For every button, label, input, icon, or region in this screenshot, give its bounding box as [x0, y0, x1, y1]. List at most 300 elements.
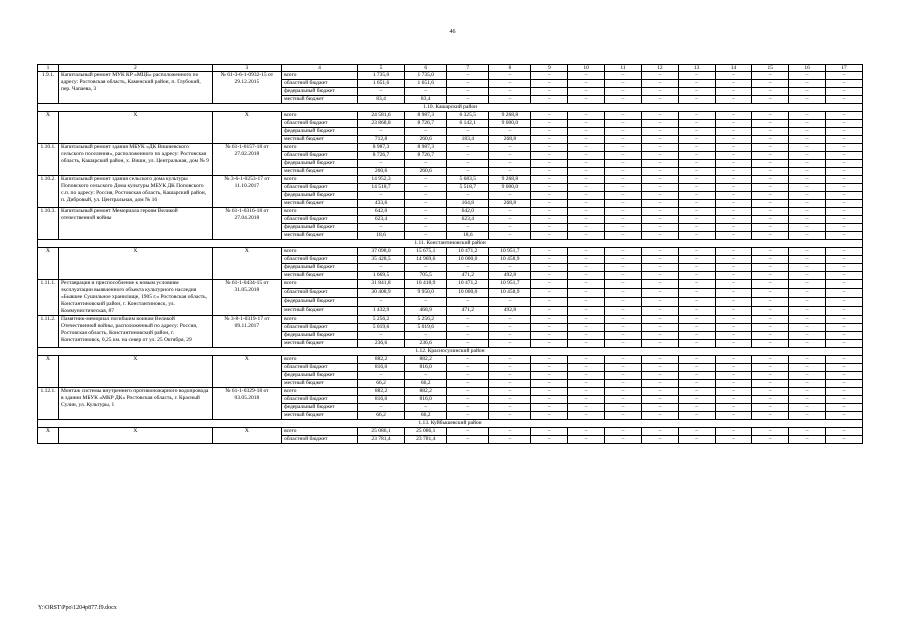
- amount-cell: –: [826, 256, 863, 264]
- amount-cell: –: [715, 128, 752, 136]
- amount-cell: –: [678, 96, 715, 104]
- amount-cell: –: [678, 316, 715, 324]
- amount-cell: –: [531, 436, 568, 444]
- amount-cell: –: [568, 88, 605, 96]
- amount-cell: –: [641, 298, 678, 307]
- amount-cell: –: [447, 192, 489, 200]
- amount-cell: –: [752, 112, 789, 120]
- column-header: 8: [489, 65, 531, 72]
- amount-cell: 15 675,1: [405, 248, 447, 256]
- amount-cell: –: [405, 176, 447, 184]
- amount-cell: –: [715, 160, 752, 168]
- amount-cell: –: [715, 280, 752, 289]
- budget-source: местный бюджет: [282, 380, 358, 388]
- amount-cell: –: [568, 192, 605, 200]
- budget-source: федеральный бюджет: [282, 192, 358, 200]
- budget-source: местный бюджет: [282, 96, 358, 104]
- amount-cell: –: [678, 200, 715, 208]
- amount-cell: –: [641, 168, 678, 176]
- amount-cell: –: [752, 120, 789, 128]
- budget-source: всего: [282, 176, 358, 184]
- amount-cell: –: [568, 248, 605, 256]
- amount-cell: –: [605, 80, 642, 88]
- amount-cell: –: [752, 412, 789, 420]
- amount-cell: –: [641, 232, 678, 240]
- amount-cell: –: [357, 160, 404, 168]
- amount-cell: –: [489, 332, 531, 340]
- amount-cell: 8 726,7: [357, 152, 404, 160]
- amount-cell: –: [568, 380, 605, 388]
- amount-cell: 5 256,2: [357, 316, 404, 324]
- section-title: 1.11. Константиновский район: [38, 240, 863, 248]
- amount-cell: –: [405, 224, 447, 232]
- amount-cell: 1 669,5: [357, 272, 404, 280]
- amount-cell: –: [715, 208, 752, 216]
- amount-cell: –: [641, 80, 678, 88]
- amount-cell: –: [605, 412, 642, 420]
- amount-cell: –: [789, 340, 826, 348]
- amount-cell: –: [489, 380, 531, 388]
- amount-cell: 882,2: [357, 356, 404, 364]
- amount-cell: 816,0: [357, 396, 404, 404]
- amount-cell: 10 471,2: [447, 248, 489, 256]
- amount-cell: –: [715, 192, 752, 200]
- budget-source: областной бюджет: [282, 436, 358, 444]
- amount-cell: –: [641, 324, 678, 332]
- amount-cell: –: [641, 289, 678, 298]
- amount-cell: –: [789, 364, 826, 372]
- amount-cell: –: [605, 428, 642, 436]
- amount-cell: –: [789, 272, 826, 280]
- amount-cell: –: [447, 372, 489, 380]
- amount-cell: –: [568, 356, 605, 364]
- amount-cell: –: [531, 324, 568, 332]
- amount-cell: –: [715, 184, 752, 192]
- amount-cell: –: [489, 316, 531, 324]
- table-row: [38, 144, 863, 152]
- amount-cell: –: [489, 364, 531, 372]
- amount-cell: 623,4: [447, 216, 489, 224]
- amount-cell: –: [641, 272, 678, 280]
- amount-cell: –: [789, 372, 826, 380]
- amount-cell: –: [405, 128, 447, 136]
- table-row: [38, 176, 863, 184]
- amount-cell: –: [678, 88, 715, 96]
- amount-cell: –: [789, 128, 826, 136]
- amount-cell: –: [489, 208, 531, 216]
- amount-cell: –: [678, 340, 715, 348]
- file-path-footer: Y:\ORST\Ppo\1204p877.f9.docx: [38, 605, 117, 611]
- amount-cell: –: [678, 372, 715, 380]
- amount-cell: –: [357, 332, 404, 340]
- amount-cell: –: [489, 192, 531, 200]
- amount-cell: –: [568, 307, 605, 316]
- budget-source: всего: [282, 280, 358, 289]
- amount-cell: –: [715, 412, 752, 420]
- amount-cell: –: [752, 224, 789, 232]
- amount-cell: –: [568, 160, 605, 168]
- amount-cell: 5 518,7: [447, 184, 489, 192]
- amount-cell: –: [678, 289, 715, 298]
- item-number: 1.11.2.: [38, 316, 59, 348]
- amount-cell: –: [641, 412, 678, 420]
- amount-cell: –: [357, 404, 404, 412]
- amount-cell: –: [447, 324, 489, 332]
- amount-cell: –: [826, 280, 863, 289]
- amount-cell: –: [715, 396, 752, 404]
- amount-cell: 10 458,9: [489, 256, 531, 264]
- item-number: 1.9.1.: [38, 72, 59, 104]
- amount-cell: –: [826, 168, 863, 176]
- amount-cell: –: [715, 224, 752, 232]
- amount-cell: –: [605, 176, 642, 184]
- amount-cell: –: [678, 208, 715, 216]
- amount-cell: –: [826, 152, 863, 160]
- amount-cell: –: [641, 144, 678, 152]
- amount-cell: –: [826, 298, 863, 307]
- amount-cell: –: [678, 216, 715, 224]
- document-reference: № 61-1-0329-18 от 03.05.2018: [212, 388, 281, 420]
- amount-cell: –: [357, 372, 404, 380]
- amount-cell: –: [531, 224, 568, 232]
- budget-source: областной бюджет: [282, 80, 358, 88]
- amount-cell: –: [826, 264, 863, 272]
- amount-cell: –: [678, 428, 715, 436]
- amount-cell: 6 325,5: [447, 112, 489, 120]
- amount-cell: –: [752, 168, 789, 176]
- amount-cell: –: [826, 324, 863, 332]
- item-number: 1.11.1.: [38, 280, 59, 316]
- amount-cell: –: [641, 264, 678, 272]
- amount-cell: –: [568, 364, 605, 372]
- amount-cell: 623,4: [357, 216, 404, 224]
- amount-cell: –: [715, 120, 752, 128]
- amount-cell: –: [826, 404, 863, 412]
- amount-cell: –: [789, 324, 826, 332]
- amount-cell: 1 735,0: [405, 72, 447, 80]
- amount-cell: –: [489, 216, 531, 224]
- amount-cell: –: [678, 160, 715, 168]
- item-description: Х: [59, 428, 213, 444]
- amount-cell: –: [531, 80, 568, 88]
- amount-cell: –: [678, 307, 715, 316]
- amount-cell: –: [641, 396, 678, 404]
- amount-cell: –: [568, 96, 605, 104]
- amount-cell: –: [826, 208, 863, 216]
- amount-cell: 5 019,6: [357, 324, 404, 332]
- amount-cell: 882,2: [405, 356, 447, 364]
- table-row: [38, 388, 863, 396]
- amount-cell: 642,0: [447, 208, 489, 216]
- section-row: [38, 420, 863, 428]
- amount-cell: –: [678, 224, 715, 232]
- amount-cell: –: [605, 316, 642, 324]
- column-header: 10: [568, 65, 605, 72]
- amount-cell: –: [489, 412, 531, 420]
- amount-cell: –: [752, 152, 789, 160]
- amount-cell: –: [752, 289, 789, 298]
- amount-cell: –: [531, 307, 568, 316]
- amount-cell: –: [568, 128, 605, 136]
- amount-cell: –: [605, 356, 642, 364]
- amount-cell: –: [605, 128, 642, 136]
- table-row: [38, 356, 863, 364]
- amount-cell: –: [568, 256, 605, 264]
- amount-cell: –: [752, 160, 789, 168]
- amount-cell: –: [641, 200, 678, 208]
- amount-cell: 816,0: [405, 396, 447, 404]
- amount-cell: –: [447, 128, 489, 136]
- amount-cell: –: [641, 436, 678, 444]
- amount-cell: –: [715, 428, 752, 436]
- amount-cell: –: [641, 332, 678, 340]
- column-header: 14: [715, 65, 752, 72]
- amount-cell: –: [789, 192, 826, 200]
- amount-cell: –: [715, 216, 752, 224]
- amount-cell: 37 098,0: [357, 248, 404, 256]
- amount-cell: –: [826, 192, 863, 200]
- column-header: 7: [447, 65, 489, 72]
- amount-cell: –: [752, 176, 789, 184]
- amount-cell: –: [715, 324, 752, 332]
- amount-cell: –: [789, 184, 826, 192]
- amount-cell: 83,4: [405, 96, 447, 104]
- amount-cell: –: [678, 144, 715, 152]
- amount-cell: –: [405, 200, 447, 208]
- amount-cell: 35 428,5: [357, 256, 404, 264]
- amount-cell: 14 969,6: [405, 256, 447, 264]
- budget-source: местный бюджет: [282, 168, 358, 176]
- amount-cell: –: [752, 248, 789, 256]
- amount-cell: –: [568, 72, 605, 80]
- amount-cell: 705,5: [405, 272, 447, 280]
- amount-cell: –: [789, 248, 826, 256]
- amount-cell: –: [826, 88, 863, 96]
- budget-source: всего: [282, 316, 358, 324]
- budget-source: местный бюджет: [282, 272, 358, 280]
- amount-cell: –: [489, 72, 531, 80]
- amount-cell: –: [447, 224, 489, 232]
- amount-cell: –: [605, 112, 642, 120]
- amount-cell: –: [752, 80, 789, 88]
- amount-cell: –: [789, 316, 826, 324]
- amount-cell: –: [752, 256, 789, 264]
- amount-cell: –: [789, 412, 826, 420]
- column-header: 1: [38, 65, 59, 72]
- amount-cell: –: [489, 96, 531, 104]
- column-header: 4: [282, 65, 358, 72]
- item-description: Х: [59, 356, 213, 388]
- amount-cell: –: [715, 96, 752, 104]
- amount-cell: 10 418,9: [405, 280, 447, 289]
- column-header: 16: [789, 65, 826, 72]
- amount-cell: –: [826, 388, 863, 396]
- column-header: 12: [641, 65, 678, 72]
- amount-cell: 8 987,3: [405, 112, 447, 120]
- budget-source: всего: [282, 72, 358, 80]
- amount-cell: –: [489, 324, 531, 332]
- amount-cell: –: [605, 264, 642, 272]
- amount-cell: –: [752, 200, 789, 208]
- amount-cell: –: [568, 120, 605, 128]
- amount-cell: –: [752, 404, 789, 412]
- column-header: 2: [59, 65, 213, 72]
- amount-cell: –: [447, 332, 489, 340]
- budget-source: областной бюджет: [282, 289, 358, 298]
- amount-cell: 260,6: [405, 136, 447, 144]
- amount-cell: –: [678, 80, 715, 88]
- amount-cell: –: [789, 168, 826, 176]
- amount-cell: –: [405, 298, 447, 307]
- amount-cell: –: [531, 412, 568, 420]
- amount-cell: –: [715, 248, 752, 256]
- amount-cell: –: [531, 192, 568, 200]
- amount-cell: –: [641, 192, 678, 200]
- budget-source: местный бюджет: [282, 200, 358, 208]
- amount-cell: –: [568, 184, 605, 192]
- amount-cell: –: [605, 380, 642, 388]
- amount-cell: –: [489, 144, 531, 152]
- section-title: 1.12. Красносулинский район: [38, 348, 863, 356]
- amount-cell: –: [447, 144, 489, 152]
- amount-cell: –: [531, 356, 568, 364]
- amount-cell: 23 781,4: [357, 436, 404, 444]
- amount-cell: –: [447, 72, 489, 80]
- budget-source: местный бюджет: [282, 232, 358, 240]
- column-header: 6: [405, 65, 447, 72]
- amount-cell: –: [826, 272, 863, 280]
- amount-cell: –: [447, 152, 489, 160]
- item-number: Х: [38, 248, 59, 280]
- section-title: 1.13. Куйбышевский район: [38, 420, 863, 428]
- budget-source: областной бюджет: [282, 324, 358, 332]
- amount-cell: –: [789, 307, 826, 316]
- amount-cell: –: [405, 192, 447, 200]
- amount-cell: 236,6: [357, 340, 404, 348]
- amount-cell: 9 000,0: [489, 184, 531, 192]
- budget-source: федеральный бюджет: [282, 372, 358, 380]
- amount-cell: –: [531, 316, 568, 324]
- amount-cell: 10 000,0: [447, 289, 489, 298]
- amount-cell: –: [489, 436, 531, 444]
- budget-source: федеральный бюджет: [282, 224, 358, 232]
- amount-cell: –: [568, 264, 605, 272]
- amount-cell: –: [605, 289, 642, 298]
- amount-cell: –: [641, 72, 678, 80]
- amount-cell: –: [405, 88, 447, 96]
- amount-cell: –: [568, 112, 605, 120]
- amount-cell: –: [489, 264, 531, 272]
- amount-cell: –: [357, 224, 404, 232]
- amount-cell: –: [641, 388, 678, 396]
- amount-cell: –: [405, 404, 447, 412]
- amount-cell: –: [715, 388, 752, 396]
- amount-cell: 268,8: [489, 200, 531, 208]
- amount-cell: 1 735,0: [357, 72, 404, 80]
- amount-cell: –: [826, 364, 863, 372]
- amount-cell: –: [531, 96, 568, 104]
- amount-cell: –: [641, 307, 678, 316]
- item-number: 1.10.3.: [38, 208, 59, 240]
- amount-cell: –: [826, 232, 863, 240]
- amount-cell: –: [752, 72, 789, 80]
- amount-cell: –: [752, 232, 789, 240]
- amount-cell: –: [715, 380, 752, 388]
- amount-cell: –: [715, 404, 752, 412]
- amount-cell: 9 268,8: [489, 112, 531, 120]
- amount-cell: –: [826, 160, 863, 168]
- amount-cell: –: [641, 340, 678, 348]
- amount-cell: –: [789, 112, 826, 120]
- amount-cell: –: [531, 176, 568, 184]
- amount-cell: –: [678, 264, 715, 272]
- amount-cell: –: [605, 144, 642, 152]
- budget-source: областной бюджет: [282, 256, 358, 264]
- amount-cell: –: [405, 332, 447, 340]
- amount-cell: –: [826, 200, 863, 208]
- amount-cell: –: [568, 332, 605, 340]
- amount-cell: –: [789, 280, 826, 289]
- amount-cell: –: [405, 232, 447, 240]
- amount-cell: –: [715, 332, 752, 340]
- amount-cell: –: [568, 200, 605, 208]
- amount-cell: –: [678, 272, 715, 280]
- amount-cell: –: [605, 160, 642, 168]
- amount-cell: –: [752, 396, 789, 404]
- amount-cell: –: [752, 272, 789, 280]
- amount-cell: –: [826, 216, 863, 224]
- amount-cell: –: [678, 436, 715, 444]
- amount-cell: –: [826, 356, 863, 364]
- amount-cell: 5 683,5: [447, 176, 489, 184]
- amount-cell: –: [568, 289, 605, 298]
- amount-cell: –: [605, 120, 642, 128]
- table-row: [38, 248, 863, 256]
- amount-cell: –: [641, 152, 678, 160]
- page-number: 46: [449, 29, 456, 35]
- amount-cell: –: [641, 184, 678, 192]
- amount-cell: –: [752, 298, 789, 307]
- amount-cell: –: [678, 176, 715, 184]
- amount-cell: –: [447, 264, 489, 272]
- amount-cell: –: [715, 256, 752, 264]
- budget-source: всего: [282, 112, 358, 120]
- amount-cell: –: [715, 144, 752, 152]
- section-title: 1.10. Кашарский район: [38, 104, 863, 112]
- column-header: 13: [678, 65, 715, 72]
- amount-cell: –: [447, 396, 489, 404]
- amount-cell: –: [605, 256, 642, 264]
- amount-cell: –: [826, 136, 863, 144]
- amount-cell: –: [789, 264, 826, 272]
- amount-cell: –: [447, 412, 489, 420]
- amount-cell: –: [605, 88, 642, 96]
- amount-cell: –: [405, 208, 447, 216]
- amount-cell: –: [678, 332, 715, 340]
- amount-cell: –: [405, 372, 447, 380]
- amount-cell: –: [531, 264, 568, 272]
- amount-cell: –: [641, 88, 678, 96]
- budget-source: областной бюджет: [282, 184, 358, 192]
- amount-cell: –: [568, 412, 605, 420]
- document-reference: Х: [212, 112, 281, 144]
- budget-source: областной бюджет: [282, 152, 358, 160]
- amount-cell: –: [605, 248, 642, 256]
- amount-cell: –: [752, 340, 789, 348]
- amount-cell: –: [752, 364, 789, 372]
- amount-cell: –: [678, 396, 715, 404]
- amount-cell: –: [568, 324, 605, 332]
